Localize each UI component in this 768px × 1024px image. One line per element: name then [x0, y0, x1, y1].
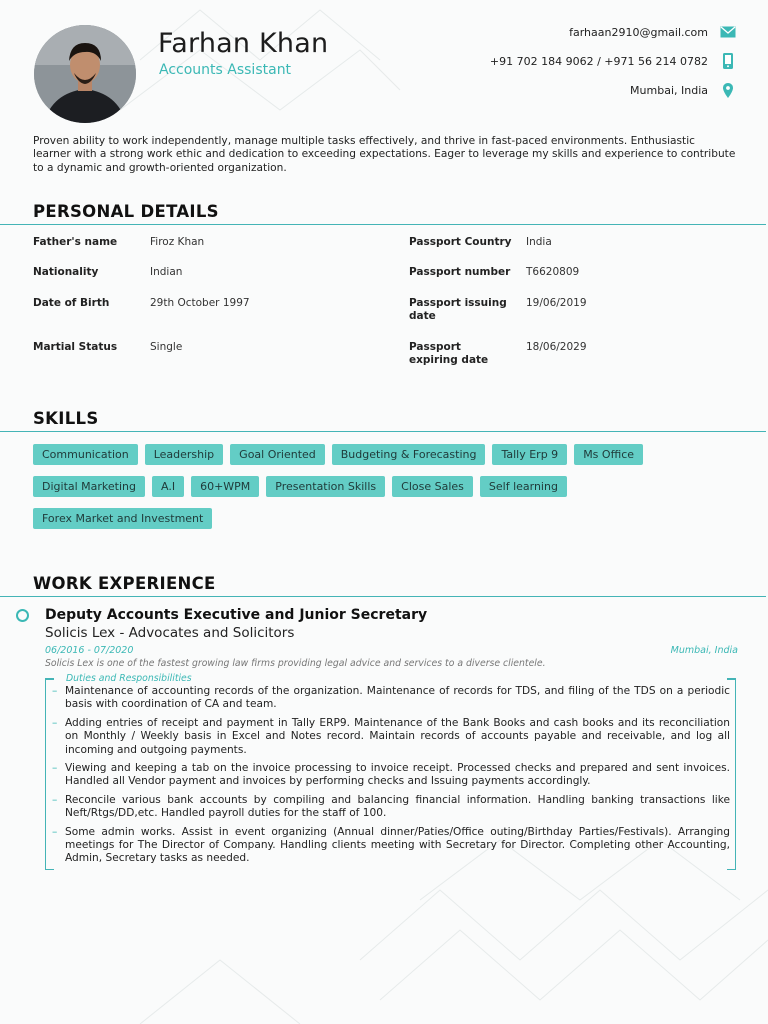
job-title: Deputy Accounts Executive and Junior Secretary	[45, 607, 428, 623]
label-passport-issuing-date: Passport issuing date	[409, 297, 507, 322]
list-item	[52, 826, 730, 866]
timeline-dot-icon	[16, 609, 29, 622]
skills-row	[33, 476, 733, 497]
section-title-personal: PERSONAL DETAILS	[33, 202, 219, 221]
duty-text: Some admin works. Assist in event organizing (Annual dinner/Paties/Office outing/Birthday Parties/Festivals). Arranging meetings for The Director of Company. Handling clients meeting with Secretary for Director. Completing other Accounting, Admin, Secretary tasks as needed.	[65, 825, 730, 865]
label-marital-status: Martial Status	[33, 341, 118, 353]
value-nationality: Indian	[150, 266, 183, 278]
dash-bullet-icon: –	[52, 762, 58, 775]
label-fathers-name: Father's name	[33, 236, 118, 248]
label-passport-number: Passport number	[409, 266, 511, 278]
skill-tag: Goal Oriented	[230, 444, 325, 465]
job-dates: 06/2016 - 07/2020	[45, 645, 134, 656]
skill-tag: Communication	[33, 444, 138, 465]
duty-text: Adding entries of receipt and payment in Tally ERP9. Maintenance of the Bank Books and cash books and its reconciliation on Monthly / Weekly basis in Excel and Notes record. Maintain records of accounts payable and receivable, and log all incoming and outgoing payments.	[65, 716, 730, 756]
profile-photo	[34, 25, 136, 123]
skills-row	[33, 508, 733, 529]
section-divider	[0, 596, 766, 597]
section-divider	[0, 431, 766, 432]
skill-tag: Tally Erp 9	[492, 444, 567, 465]
location-pin-icon	[720, 82, 736, 98]
list-item	[52, 794, 730, 821]
email-icon	[720, 24, 736, 40]
duties-heading: Duties and Responsibilities	[66, 673, 192, 684]
value-passport-issuing-date: 19/06/2019	[526, 297, 587, 309]
value-marital-status: Single	[150, 341, 183, 353]
dash-bullet-icon: –	[52, 825, 58, 838]
skill-tag: 60+WPM	[191, 476, 259, 497]
section-title-skills: SKILLS	[33, 409, 99, 428]
dash-bullet-icon: –	[52, 685, 58, 697]
skill-tag: Forex Market and Investment	[33, 508, 212, 529]
contact-phone[interactable]	[396, 53, 736, 69]
label-date-of-birth: Date of Birth	[33, 297, 110, 309]
skill-tag: Presentation Skills	[266, 476, 385, 497]
contact-location	[396, 82, 736, 98]
section-divider	[0, 224, 766, 225]
duties-list	[52, 685, 730, 871]
list-item	[52, 762, 730, 789]
dash-bullet-icon: –	[52, 793, 58, 806]
skill-tag: Leadership	[145, 444, 223, 465]
section-title-work: WORK EXPERIENCE	[33, 574, 216, 593]
list-item	[52, 685, 730, 712]
list-item	[52, 717, 730, 757]
phone-icon	[720, 53, 736, 69]
location-text: Mumbai, India	[630, 83, 708, 97]
contact-email[interactable]	[396, 24, 736, 40]
duty-text: Viewing and keeping a tab on the invoice processing to invoice receipt. Processed checks and prepared and sent invoices. Handled all Vendor payment and invoices by performing checks and Issuing payments accordingly.	[65, 762, 730, 788]
skill-tag: Digital Marketing	[33, 476, 145, 497]
value-fathers-name: Firoz Khan	[150, 236, 205, 248]
skills-list	[33, 444, 733, 540]
duty-text: Maintenance of accounting records of the organization. Maintenance of records for TDS, and filing of the TDS on a periodic basis with coordination of CA and team.	[65, 685, 730, 711]
skill-tag: A.I	[152, 476, 184, 497]
value-date-of-birth: 29th October 1997	[150, 297, 250, 309]
dash-bullet-icon: –	[52, 716, 58, 729]
candidate-role: Accounts Assistant	[159, 62, 292, 78]
job-company: Solicis Lex - Advocates and Solicitors	[45, 625, 295, 641]
value-passport-expiring-date: 18/06/2029	[526, 341, 587, 353]
skills-row	[33, 444, 733, 465]
profile-summary: Proven ability to work independently, manage multiple tasks effectively, and thrive in fast-paced environments. Enthusiastic learner with a strong work ethic and dedication to exceeding expectations. Eager to leverage my skills and experience to contribute to a dynamic and growth-oriented organization.	[33, 135, 736, 174]
candidate-name: Farhan Khan	[158, 28, 329, 59]
skill-tag: Close Sales	[392, 476, 473, 497]
label-passport-expiring-date: Passport expiring date	[409, 341, 489, 366]
skill-tag: Ms Office	[574, 444, 643, 465]
value-passport-number: T6620809	[526, 266, 580, 278]
value-passport-country: India	[526, 236, 552, 248]
company-description: Solicis Lex is one of the fastest growing law firms providing legal advice and services to a diverse clientele.	[45, 658, 546, 669]
email-text: farhaan2910@gmail.com	[569, 25, 708, 39]
skill-tag: Self learning	[480, 476, 567, 497]
label-passport-country: Passport Country	[409, 236, 512, 248]
duty-text: Reconcile various bank accounts by compiling and balancing financial information. Handling banking transactions like Neft/Rtgs/DD,etc. Handled payroll duties for the staff of 100.	[65, 793, 730, 820]
label-nationality: Nationality	[33, 266, 99, 278]
job-location: Mumbai, India	[670, 645, 738, 656]
phone-text: +91 702 184 9062 / +971 56 214 0782	[489, 54, 708, 68]
skill-tag: Budgeting & Forecasting	[332, 444, 486, 465]
